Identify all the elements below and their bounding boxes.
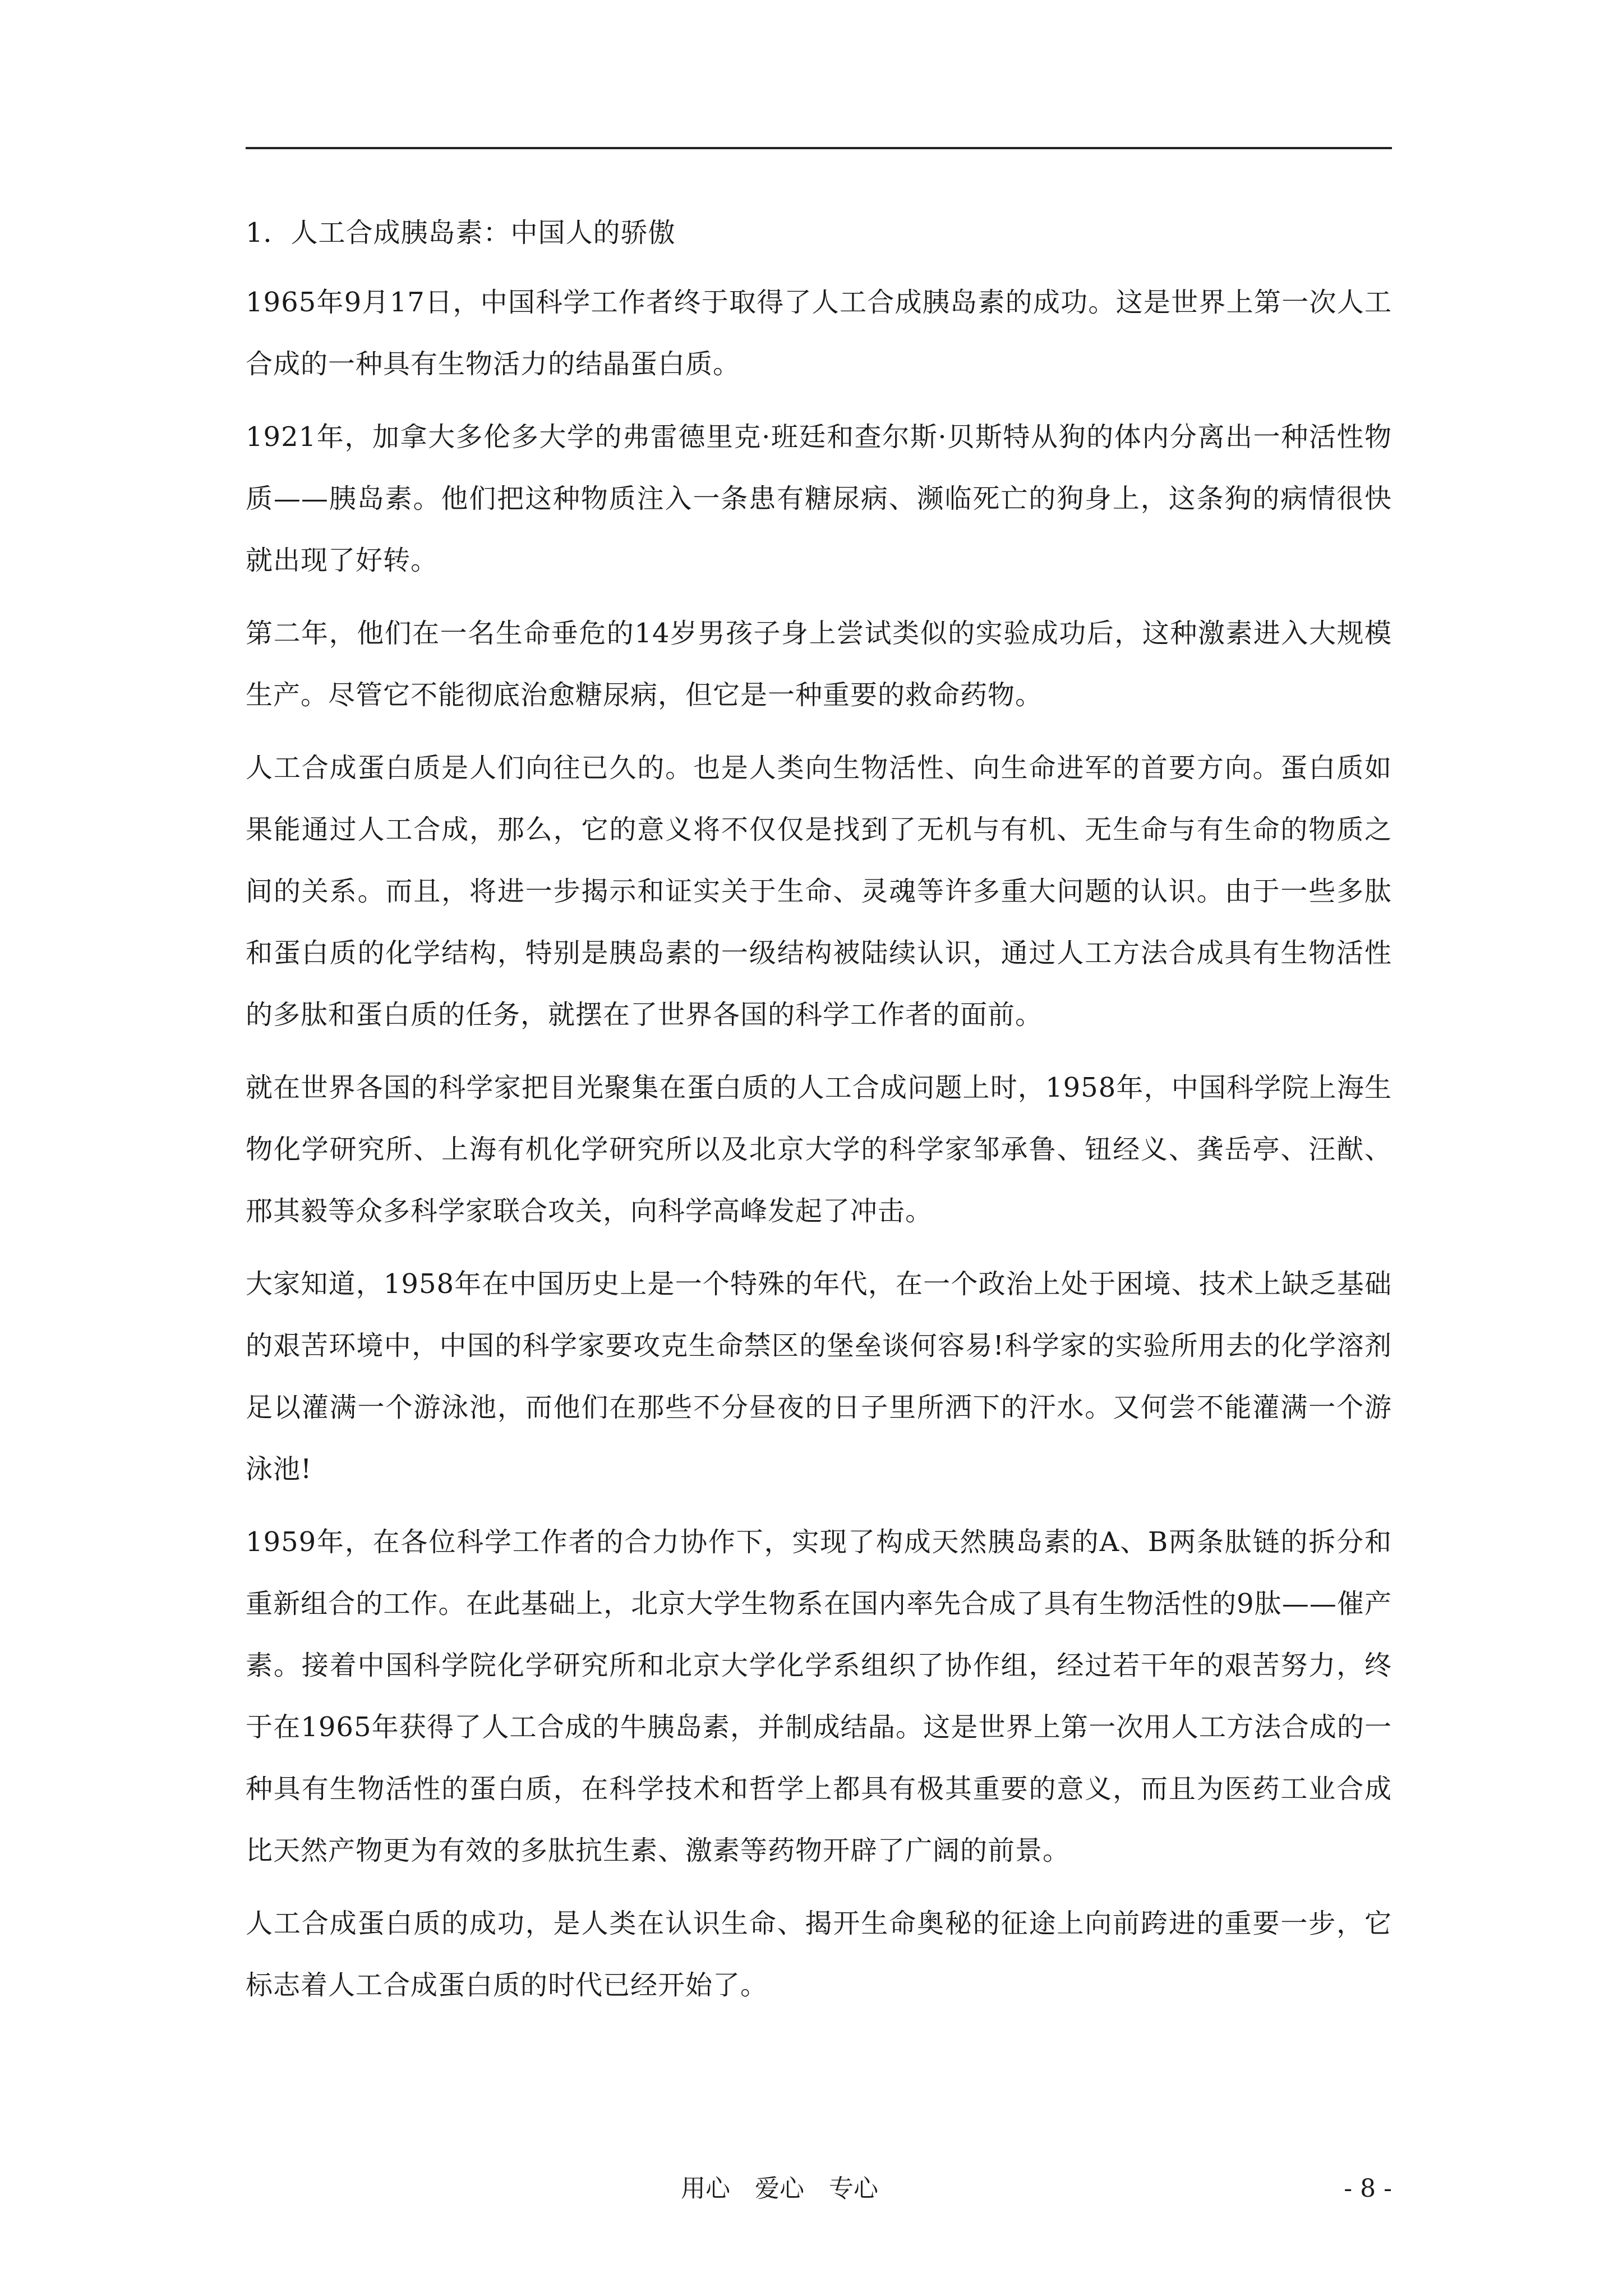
document-body [246,202,1392,2027]
paragraph: 1965年9月17日，中国科学工作者终于取得了人工合成胰岛素的成功。这是世界上第一次人工合成的一种具有生物活力的结晶蛋白质。 [246,287,1392,380]
header-rule [246,147,1392,149]
page-number: - 8 - [1344,2174,1392,2203]
section-heading: 1．人工合成胰岛素：中国人的骄傲 [246,217,676,249]
paragraph: 就在世界各国的科学家把目光聚集在蛋白质的人工合成问题上时，1958年，中国科学院上海生物化学研究所、上海有机化学研究所以及北京大学的科学家邹承鲁、钮经义、龚岳亭、汪猷、邢其毅等众多科学家联合攻关，向科学高峰发起了冲击。 [246,1072,1392,1227]
paragraph: 人工合成蛋白质的成功，是人类在认识生命、揭开生命奥秘的征途上向前跨进的重要一步，它标志着人工合成蛋白质的时代已经开始了。 [246,1908,1392,2001]
paragraph: 第二年，他们在一名生命垂危的14岁男孩子身上尝试类似的实验成功后，这种激素进入大规模生产。尽管它不能彻底治愈糖尿病，但它是一种重要的救命药物。 [246,618,1392,711]
footer-motto: 用心 爱心 专心 [681,2174,878,2203]
paragraph: 1921年，加拿大多伦多大学的弗雷德里克·班廷和查尔斯·贝斯特从狗的体内分离出一种活性物质——胰岛素。他们把这种物质注入一条患有糖尿病、濒临死亡的狗身上，这条狗的病情很快就出现了好转。 [246,421,1392,576]
paragraph: 1959年，在各位科学工作者的合力协作下，实现了构成天然胰岛素的A、B两条肽链的拆分和重新组合的工作。在此基础上，北京大学生物系在国内率先合成了具有生物活性的9肽——催产素。接着中国科学院化学研究所和北京大学化学系组织了协作组，经过若干年的艰苦努力，终于在1965年获得了人工合成的牛胰岛素，并制成结晶。这是世界上第一次用人工方法合成的一种具有生物活性的蛋白质，在科学技术和哲学上都具有极其重要的意义，而且为医药工业合成比天然产物更为有效的多肽抗生素、激素等药物开辟了广阔的前景。 [246,1526,1392,1866]
paragraph: 人工合成蛋白质是人们向往已久的。也是人类向生物活性、向生命进军的首要方向。蛋白质如果能通过人工合成，那么，它的意义将不仅仅是找到了无机与有机、无生命与有生命的物质之间的关系。而且，将进一步揭示和证实关于生命、灵魂等许多重大问题的认识。由于一些多肽和蛋白质的化学结构，特别是胰岛素的一级结构被陆续认识，通过人工方法合成具有生物活性的多肽和蛋白质的任务，就摆在了世界各国的科学工作者的面前。 [246,752,1392,1030]
paragraph: 大家知道，1958年在中国历史上是一个特殊的年代，在一个政治上处于困境、技术上缺乏基础的艰苦环境中，中国的科学家要攻克生命禁区的堡垒谈何容易!科学家的实验所用去的化学溶剂足以灌满一个游泳池，而他们在那些不分昼夜的日子里所洒下的汗水。又何尝不能灌满一个游泳池! [246,1268,1392,1485]
